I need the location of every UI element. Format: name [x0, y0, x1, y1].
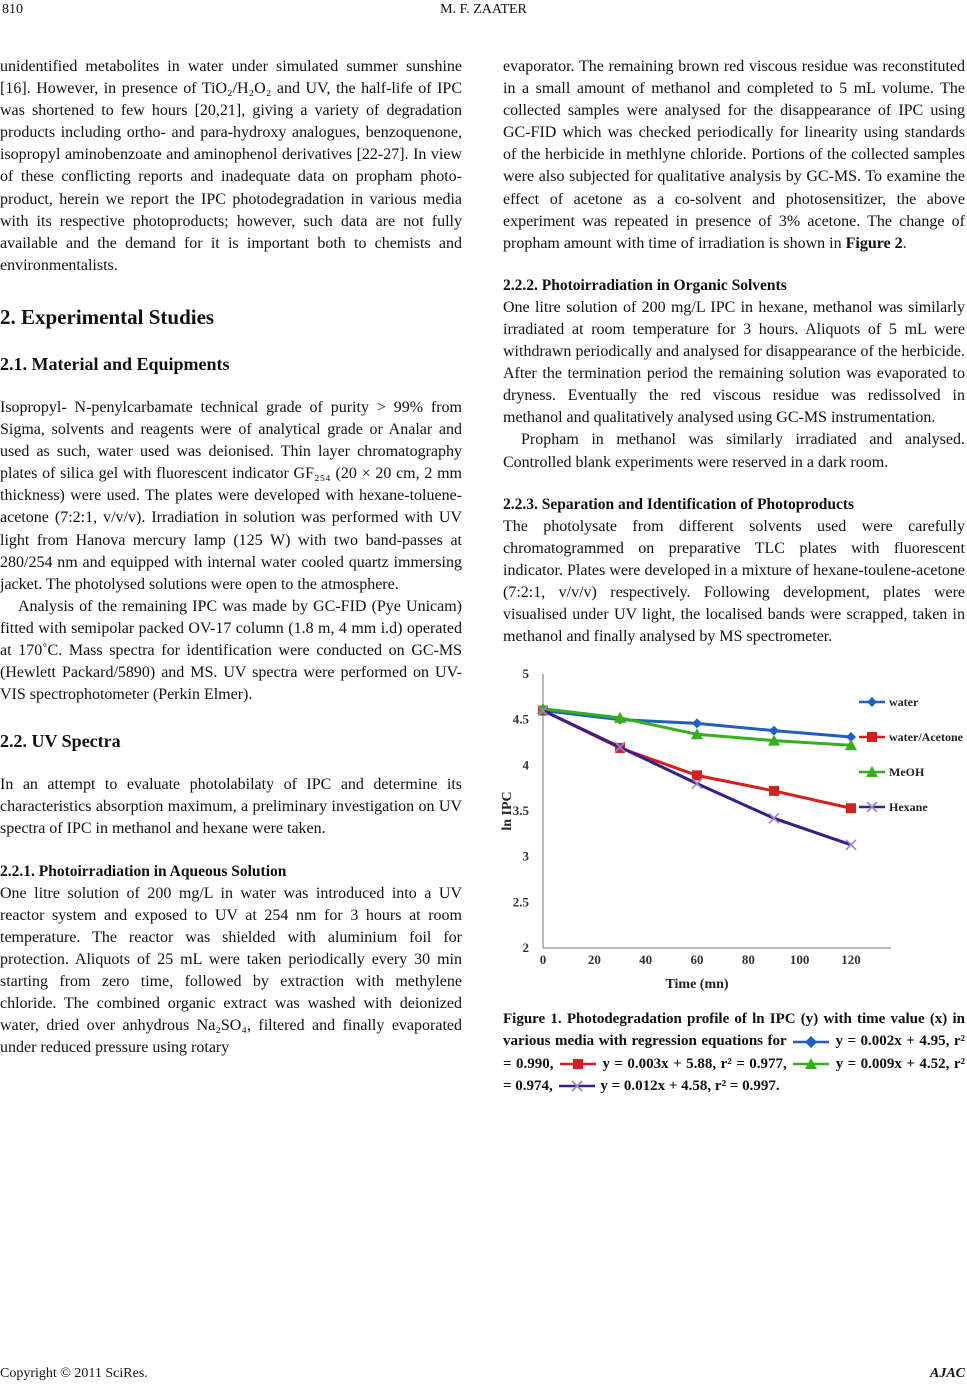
- caption-equation-meoh: y = 0.009x + 4.52, r² = 0.974,: [503, 1055, 966, 1094]
- x-axis-label: Time (mn): [665, 977, 729, 993]
- caption-equation-water-acetone: y = 0.003x + 5.88, r² = 0.977,: [602, 1055, 787, 1072]
- section-heading-experimental: 2. Experimental Studies: [0, 304, 215, 329]
- legend-marker-water: [867, 697, 877, 707]
- y-tick-label: 2: [522, 940, 529, 956]
- legend-swatch-meoh-icon: [791, 1057, 831, 1071]
- x-tick-label: 40: [639, 952, 653, 968]
- materials-paragraph-1: Isopropyl- N-penylcarbamate technical grade of purity > 99% from Sigma, solvents and reagents were of analytical grade or Analar and used as such, water used was deionised. Thin layer chromatography plates of silica gel with fluorescent indicator GF₂₅₄ (20 × 20 cm, 2 mm thickness) were used. The plates were developed with hexane-toluene- acetone (7:2:1, v/v/v). Irradiation in solution was performed with UV light from Hanova mercury lamp (125 W) with two band-passes at 280/254 nm and equipped with internal water cooled quartz immersing jacket. The photolysed solutions were open to the atmosphere.: [0, 398, 462, 593]
- y-tick-label: 2.5: [512, 894, 529, 910]
- copyright: Copyright © 2011 SciRes.: [0, 1366, 148, 1381]
- continuation-text: evaporator. The remaining brown red viscous residue was reconstituted in a small amount of methanol and completed to 5 mL volume. The collected samples were analysed for the disappearance of IPC using GC-FID which was checked periodically for linearity using standards of the herbicide in methlyne chloride. Portions of the collected samples were also subjected for qualitative analysis by GC-MS. To examine the effect of acetone as a co-solvent and photosensitizer, the above experiment was repeated in presence of 3% acetone. The change of propham amount with time of irradiation is shown in: [503, 58, 965, 252]
- subsection-heading-aqueous: 2.2.1. Photoirradiation in Aqueous Solution: [0, 862, 287, 880]
- legend-swatch-water-icon: [791, 1035, 831, 1049]
- x-tick-label: 100: [789, 952, 810, 968]
- data-point-water: [769, 726, 779, 736]
- x-tick-label: 0: [539, 952, 547, 968]
- organic-paragraph-1: One litre solution of 200 mg/L IPC in hexane, methanol was similarly irradiated at room temperature for 3 hours. Aliquots of 5 mL were withdrawn periodically and analysed for disappearance of the herbicide. After the termination period the remaining solution was evaporated to dryness. Eventually the red viscous residue was redissolved in methanol and qualitatively analysed using GC-MS instrumentation.: [503, 298, 965, 427]
- y-tick-label: 3: [522, 848, 529, 864]
- left-column: [0, 56, 462, 1059]
- page-header: [0, 0, 967, 28]
- caption-equation-water: y = 0.002x + 4.95, r² = 0.990,: [503, 1033, 965, 1072]
- aqueous-paragraph: One litre solution of 200 mg/L in water was introduced into a UV reactor system and exposed to UV at 254 nm for 3 hours at room temperature. The reactor was shielded with aluminium foil for protection. Aliquots of 25 mL were taken periodically every 30 min starting from zero time, followed by extraction with methylene chloride. The combined organic extract was washed with deionized water, dried over anhydrous Na₂SO₄, filtered and finally evaporated under reduced pressure using rotary: [0, 884, 462, 1057]
- y-axis-label: ln IPC: [500, 791, 515, 831]
- caption-text: Figure 1. Photodegradation profile of ln IPC (y) with time value (x) in various media with regression equations for: [503, 1011, 965, 1050]
- organic-paragraph-2: Propham in methanol was similarly irradiated and analysed. Controlled blank experiments were reserved in a dark room.: [503, 431, 965, 471]
- materials-paragraph-2: Analysis of the remaining IPC was made by GC-FID (Pye Unicam) fitted with semipolar packed OV-17 column (1.8 m, 4 mm i.d) operated at 170˚C. Mass spectra for identification were conducted on GC-MS (Hewlett Packard/5890) and MS. UV spectra were performed on UV-VIS spectrophotometer (Perkin Elmer).: [0, 597, 462, 704]
- right-column: [500, 56, 966, 1097]
- figure-caption: [503, 1008, 965, 1097]
- x-tick-label: 60: [690, 952, 704, 968]
- legend-label-hexane: Hexane: [889, 800, 928, 815]
- legend-label-meoh: MeOH: [889, 765, 925, 780]
- x-tick-label: 120: [841, 952, 861, 968]
- caption-equation-hexane: y = 0.012x + 4.58, r² = 0.997.: [600, 1077, 780, 1094]
- y-tick-label: 3.5: [512, 803, 529, 819]
- y-tick-label: 4: [522, 757, 529, 773]
- journal-name: AJAC: [929, 1366, 965, 1381]
- photodegradation-chart: [493, 658, 965, 1006]
- uv-paragraph: In an attempt to evaluate photolabilaty of IPC and determine its characteristics absorption maximum, a preliminary investigation on UV spectra of IPC in methanol and hexane were taken.: [0, 776, 462, 838]
- figure-1: [493, 658, 965, 1006]
- subsection-heading-uv-spectra: 2.2. UV Spectra: [0, 731, 121, 752]
- x-tick-label: 20: [587, 952, 601, 968]
- legend-marker-water-acetone: [867, 732, 877, 742]
- page-number: 810: [2, 2, 23, 17]
- x-tick-label: 80: [741, 952, 755, 968]
- y-tick-label: 4.5: [512, 711, 529, 727]
- y-tick-label: 5: [522, 666, 529, 682]
- legend-swatch-hexane-icon: [557, 1079, 597, 1093]
- subsection-heading-organic: 2.2.2. Photoirradiation in Organic Solvents: [503, 276, 787, 294]
- legend-label-water-acetone: water/Acetone: [889, 730, 963, 745]
- subsection-heading-materials: 2.1. Material and Equipments: [0, 353, 230, 374]
- data-point-water-acetone: [769, 786, 779, 796]
- data-point-water-acetone: [846, 803, 856, 813]
- separation-paragraph: The photolysate from different solvents used were carefully chromatogrammed on preparative TLC plates with fluorescent indicator. Plates were developed in a mixture of hexane-toulene-acetone (7:2:1, v/v/v) respectively. Following development, plates were visualised under UV light, the localised bands were scrapped, taken in methanol and finally analysed by MS spectrometer.: [503, 517, 965, 646]
- data-point-water-acetone: [692, 771, 702, 781]
- subsection-heading-separation: 2.2.3. Separation and Identification of Photoproducts: [503, 495, 855, 513]
- data-point-water: [692, 718, 702, 728]
- figure-reference: Figure 2: [845, 234, 903, 252]
- running-head: M. F. ZAATER: [440, 2, 527, 17]
- continuation-paragraph: evaporator. The remaining brown red viscous residue was reconstituted in a small amount of methanol and completed to 5 mL volume. The collected samples were analysed for the disappearance of IPC using GC-FID which was checked periodically for linearity using standards of the herbicide in methlyne chloride. Portions of the collected samples were also subjected for qualitative analysis by GC-MS. To examine the effect of acetone as a co-solvent and photosensitizer, the above experiment was repeated in presence of 3% acetone. The change of propham amount with time of irradiation is shown in Figure 2.: [503, 58, 965, 252]
- legend-swatch-water-acetone-icon: [558, 1057, 598, 1071]
- intro-paragraph: unidentified metabolites in water under simulated summer sunshine [16]. However, in presence of TiO₂/H₂O₂ and UV, the half-life of IPC was shortened to few hours [20,21], giving a variety of degradation products including ortho- and para-hydroxy analogues, benzoquenone, isopropyl aminobenzoate and aminophenol derivatives [22-27]. In view of these conflicting reports and inadequate data on propham photo-product, herein we report the IPC photodegradation in various media with its respective photoproducts; however, such data are not fully available and the demand for it is important both to chemists and environmentalists.: [0, 58, 462, 274]
- legend-label-water: water: [889, 695, 919, 710]
